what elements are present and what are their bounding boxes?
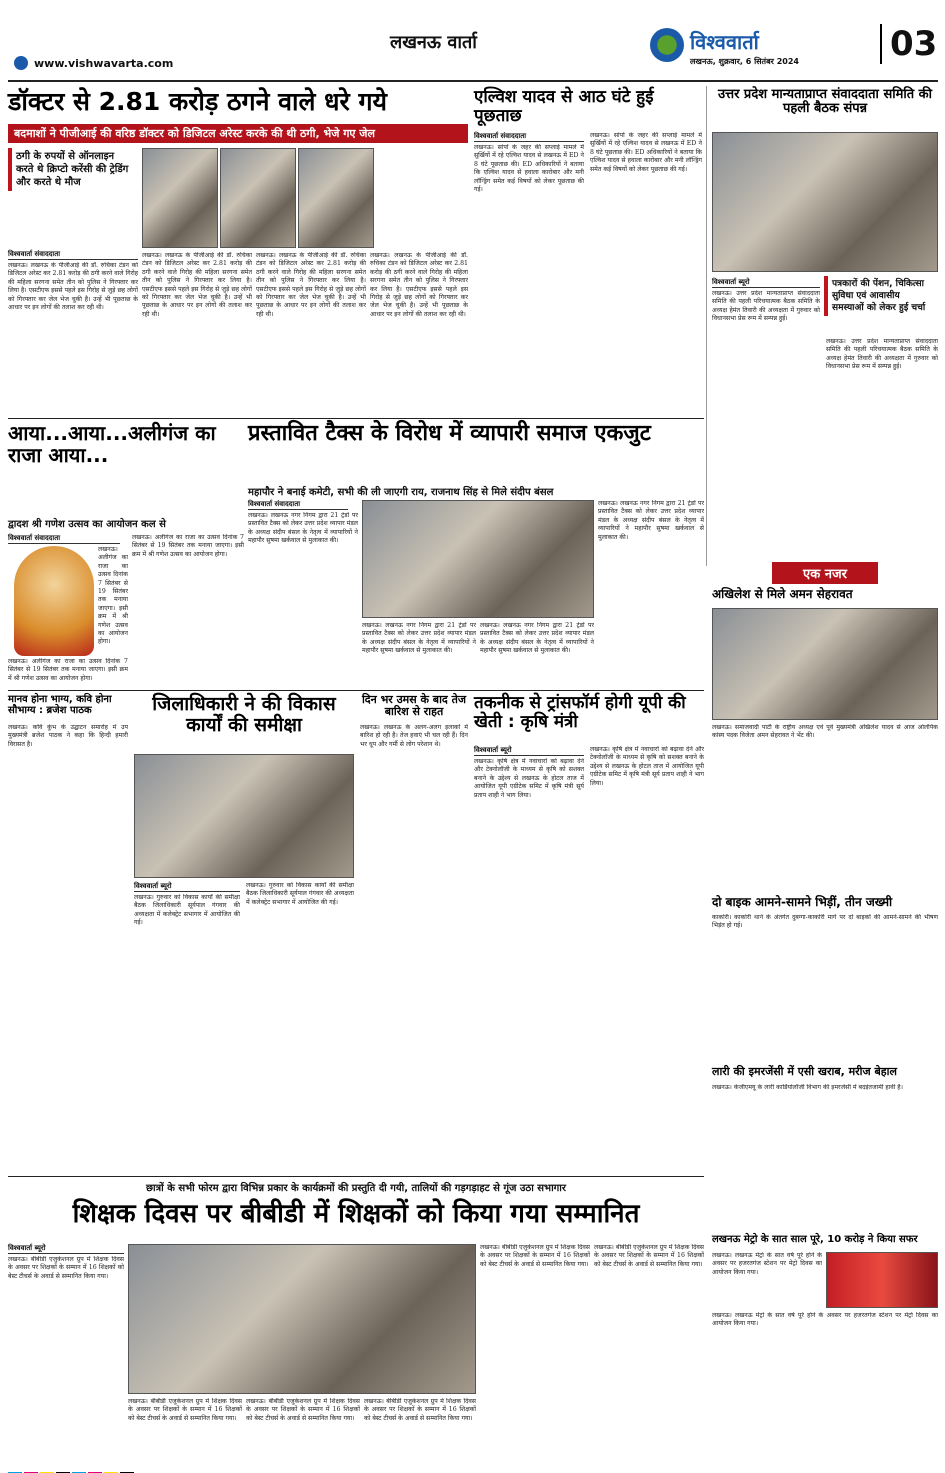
byline: विश्ववार्ता ब्यूरो xyxy=(8,1244,124,1256)
story-ganesh-utsav xyxy=(8,422,244,688)
body-col-1: लखनऊ। लखनऊ के पीजीआई की डॉ. रुचिका टंडन को डिजिटल अरेस्ट कर 2.81 करोड़ की ठगी करने वाले गिरोह की महिला सरगना समेत तीन को पुलिस ने गिरफ्तार कर लिया है। एसटीएफ इससे पहले इस गिरोह से जुड़े छह लोगों को गिरफ्तार कर जेल भेज चुकी है। उन्हें भी पूछताछ के आधार पर इन लोगों की तलाश कर रही थी। xyxy=(8,262,138,312)
item4-body-col-2: लखनऊ। लखनऊ मेट्रो के सात वर्ष पूरे होने के अवसर पर हजरतगंज स्टेशन पर मेट्रो दिवस का आयोजन किया गया। xyxy=(712,1312,938,1328)
column-divider xyxy=(706,86,707,566)
headline: शिक्षक दिवस पर बीबीडी में शिक्षकों को किया गया सम्मानित xyxy=(72,1199,640,1229)
body-col-1: लखनऊ। सांपों के जहर की सप्लाई मामले में सुर्खियों में रहे एल्विश यादव से लखनऊ में ED ने 8 घंटे पूछताछ की। ED अधिकारियों ने बताया कि एल्विश यादव से हवाला कारोबार और मनी लॉन्ड्रिंग समेत कई विषयों को लेकर पूछताछ की गई। xyxy=(474,144,584,194)
body: लखनऊ। कवि कुंभ के उद्घाटन समारोह में उप मुख्यमंत्री ब्रजेश पाठक ने कहा कि हिन्दी हमारी विरासत है। xyxy=(8,724,128,748)
byline: विश्ववार्ता संवाददाता xyxy=(8,250,138,262)
section-divider xyxy=(8,418,704,419)
headline: प्रस्तावित टैक्स के विरोध में व्यापारी समाज एकजुट xyxy=(248,421,651,446)
body-col-3: लखनऊ। लखनऊ नगर निगम द्वारा 21 ट्रेडों पर प्रस्तावित टैक्स को लेकर उत्तर प्रदेश व्यापार मंडल के अध्यक्ष संदीप बंसल के नेतृत्व में व्यापारियों ने महापौर सुषमा खर्कवाल से मुलाकात की। xyxy=(480,622,594,655)
body-col-2: लखनऊ। गुरुवार को विकास कार्यों की समीक्षा बैठक जिलाधिकारी सूर्यपाल गंगवार की अध्यक्षता में कलेक्ट्रेट सभागार में आयोजित की गई। xyxy=(246,882,354,906)
globe-icon xyxy=(14,56,28,70)
section-divider xyxy=(8,690,704,691)
story-rain xyxy=(360,694,468,1170)
body-col-2: लखनऊ। कृषि क्षेत्र में नवाचारों को बढ़ावा देने और टेक्नोलॉजी के माध्यम से कृषि को सशक्त बनाने के उद्देश्य से लखनऊ के होटल ताज में आयोजित यूपी एग्रीटेक समिट में कृषि मंत्री सूर्य प्रताप शाही ने भाग लिया। xyxy=(590,746,704,787)
headline: आया...आया...अलीगंज का राजा आया... xyxy=(8,421,216,467)
story-agritech xyxy=(474,694,704,1170)
metro-train-photo xyxy=(826,1252,938,1308)
story-trader-tax xyxy=(248,422,704,688)
byline: विश्ववार्ता ब्यूरो xyxy=(474,746,584,758)
subhead: द्वादश श्री गणेश उत्सव का आयोजन कल से xyxy=(8,519,166,530)
dm-meeting-photo xyxy=(134,754,354,878)
body-col-4: लखनऊ। लखनऊ नगर निगम द्वारा 21 ट्रेडों पर प्रस्तावित टैक्स को लेकर उत्तर प्रदेश व्यापार मंडल के अध्यक्ष संदीप बंसल के नेतृत्व में व्यापारियों ने महापौर सुषमा खर्कवाल से मुलाकात की। xyxy=(598,500,704,541)
body-col-3: लखनऊ। बीबीडी एजुकेशनल ग्रुप में शिक्षक दिवस के अवसर पर शिक्षकों के सम्मान में 16 शिक्षकों को बेस्ट टीचर्स के अवार्ड से सम्मानित किया गया। xyxy=(246,1398,360,1422)
item1-body: लखनऊ। समाजवादी पार्टी के राष्ट्रीय अध्यक्ष एवं पूर्व मुख्यमंत्री अखिलेश यादव से आज ओलंपिक कांस्य पदक विजेता अमन सेहरावत ने भेंट की। xyxy=(712,724,938,740)
story-elvish xyxy=(474,88,702,418)
story-teachers-day xyxy=(8,1180,704,1464)
dateline: लखनऊ, शुक्रवार, 6 सितंबर 2024 xyxy=(690,57,799,66)
brand-logo-icon xyxy=(650,28,684,62)
page-number: 03 xyxy=(880,24,937,64)
body-col-1: लखनऊ। उत्तर प्रदेश मान्यताप्राप्त संवाददाता समिति की पहली परिचयात्मक बैठक समिति के अध्यक्ष हेमंत तिवारी की अध्यक्षता में गुरुवार को विधानसभा प्रेस रूम में सम्पन्न हुई। xyxy=(712,290,820,323)
item1-headline: अखिलेश से मिले अमन सेहरावत xyxy=(712,587,853,601)
brand-name: विश्ववार्ता xyxy=(690,30,759,54)
body-col-5: लखनऊ। बीबीडी एजुकेशनल ग्रुप में शिक्षक दिवस के अवसर पर शिक्षकों के सम्मान में 16 शिक्षकों को बेस्ट टीचर्स के अवार्ड से सम्मानित किया गया। xyxy=(480,1244,590,1268)
body-col-2: लखनऊ। लखनऊ के पीजीआई की डॉ. रुचिका टंडन को डिजिटल अरेस्ट कर 2.81 करोड़ की ठगी करने वाले गिरोह की महिला सरगना समेत तीन को पुलिस ने गिरफ्तार कर लिया है। एसटीएफ इससे पहले इस गिरोह से जुड़े छह लोगों को गिरफ्तार कर जेल भेज चुकी है। उन्हें भी पूछताछ के आधार पर इन लोगों की तलाश कर रही थी। xyxy=(142,252,252,318)
headline: डॉक्टर से 2.81 करोड़ ठगने वाले धरे गये xyxy=(8,87,388,116)
item2-body: काकोरी। काकोरी थाने के अंतर्गत दुबग्गा-काकोरी मार्ग पर दो बाइकों की आमने-सामने की भीषण भिड़ंत हो गई। xyxy=(712,914,938,930)
teachers-stage-photo xyxy=(128,1244,476,1394)
byline: विश्ववार्ता संवाददाता xyxy=(474,132,584,144)
headline: जिलाधिकारी ने की विकास कार्यों की समीक्षा xyxy=(152,693,336,736)
section-name: लखनऊ वार्ता xyxy=(390,32,477,53)
sidebar-label: एक नजर xyxy=(772,562,878,584)
body-col-2: लखनऊ। अलीगंज का राजा का उत्सव दिनांक 7 सितंबर से 19 सितंबर तक मनाया जाएगा। इसी क्रम में श्री गणेश उत्सव का आयोजन होगा। xyxy=(132,534,244,558)
masthead-divider xyxy=(8,80,938,82)
masthead xyxy=(0,0,945,86)
accused-photo-1 xyxy=(142,148,218,248)
headline: दिन भर उमस के बाद तेज बारिश से राहत xyxy=(361,693,467,719)
item3-headline: लारी की इमरजेंसी में एसी खराब, मरीज बेहाल xyxy=(712,1065,897,1078)
akhilesh-aman-photo xyxy=(712,608,938,720)
website-link[interactable]: www.vishwavarta.com xyxy=(34,57,174,70)
body-col-1: लखनऊ। बीबीडी एजुकेशनल ग्रुप में शिक्षक दिवस के अवसर पर शिक्षकों के सम्मान में 16 शिक्षकों को बेस्ट टीचर्स के अवार्ड से सम्मानित किया गया। xyxy=(8,1256,124,1280)
byline: विश्ववार्ता संवाददाता xyxy=(8,534,120,546)
body-col-4: लखनऊ। लखनऊ के पीजीआई की डॉ. रुचिका टंडन को डिजिटल अरेस्ट कर 2.81 करोड़ की ठगी करने वाले गिरोह की महिला सरगना समेत तीन को पुलिस ने गिरफ्तार कर लिया है। एसटीएफ इससे पहले इस गिरोह से जुड़े छह लोगों को गिरफ्तार कर जेल भेज चुकी है। उन्हें भी पूछताछ के आधार पर इन लोगों की तलाश कर रही थी। xyxy=(370,252,468,318)
body-col-1: लखनऊ। लखनऊ नगर निगम द्वारा 21 ट्रेडों पर प्रस्तावित टैक्स को लेकर उत्तर प्रदेश व्यापार मंडल के अध्यक्ष संदीप बंसल के नेतृत्व में व्यापारियों ने महापौर सुषमा खर्कवाल से मुलाकात की। xyxy=(248,512,358,545)
meeting-photo xyxy=(712,132,938,272)
headline: तकनीक से ट्रांसफॉर्म होगी यूपी की खेती : कृषि मंत्री xyxy=(474,693,686,732)
story-doctor-fraud xyxy=(8,88,468,418)
section-divider xyxy=(8,1176,704,1177)
sidebar-ek-nazar xyxy=(712,562,938,1462)
body-col-1: लखनऊ। अलीगंज का राजा का उत्सव दिनांक 7 सितंबर से 19 सितंबर तक मनाया जाएगा। इसी क्रम में श्री गणेश उत्सव का आयोजन होगा। xyxy=(98,546,128,646)
body-col-2: लखनऊ। उत्तर प्रदेश मान्यताप्राप्त संवाददाता समिति की पहली परिचयात्मक बैठक समिति के अध्यक्ष हेमंत तिवारी की अध्यक्षता में गुरुवार को विधानसभा प्रेस रूम में सम्पन्न हुई। xyxy=(826,338,938,371)
kicker: छात्रों के सभी फोरम द्वारा विभिन्न प्रकार के कार्यक्रमों की प्रस्तुति दी गयी, तालियों की गड़गड़ाहट से गूंज उठा सभागार xyxy=(146,1183,566,1194)
body-col-1: लखनऊ। गुरुवार को विकास कार्यों की समीक्षा बैठक जिलाधिकारी सूर्यपाल गंगवार की अध्यक्षता में कलेक्ट्रेट सभागार में आयोजित की गई। xyxy=(134,894,240,927)
byline: विश्ववार्ता ब्यूरो xyxy=(712,278,820,290)
callout-box: ठगी के रुपयों से ऑनलाइन करते थे क्रिप्टो करेंसी की ट्रेडिंग और करते थे मौज xyxy=(8,148,138,191)
story-press-committee xyxy=(712,88,938,558)
callout-box: पत्रकारों की पेंशन, चिकित्सा सुविधा एवं आवासीय समस्याओं को लेकर हुई चर्चा xyxy=(824,276,938,316)
headline: एल्विश यादव से आठ घंटे हुई पूछताछ xyxy=(474,87,654,126)
body-col-2: लखनऊ। बीबीडी एजुकेशनल ग्रुप में शिक्षक दिवस के अवसर पर शिक्षकों के सम्मान में 16 शिक्षकों को बेस्ट टीचर्स के अवार्ड से सम्मानित किया गया। xyxy=(128,1398,242,1422)
body-col-1: लखनऊ। कृषि क्षेत्र में नवाचारों को बढ़ावा देने और टेक्नोलॉजी के माध्यम से कृषि को सशक्त बनाने के उद्देश्य से लखनऊ के होटल ताज में आयोजित यूपी एग्रीटेक समिट में कृषि मंत्री सूर्य प्रताप शाही ने भाग लिया। xyxy=(474,758,584,799)
body: लखनऊ। लखनऊ के अलग-अलग इलाकों में बारिश हो रही है। तेज हवाएं भी चल रही हैं। दिन भर धूप और गर्मी से लोग परेशान थे। xyxy=(360,724,468,748)
print-color-bar xyxy=(8,1463,608,1471)
item2-headline: दो बाइक आमने-सामने भिड़ीं, तीन जख्मी xyxy=(712,895,893,909)
body-col-3: लखनऊ। अलीगंज का राजा का उत्सव दिनांक 7 सितंबर से 19 सितंबर तक मनाया जाएगा। इसी क्रम में श्री गणेश उत्सव का आयोजन होगा। xyxy=(8,658,128,682)
item4-body-col-1: लखनऊ। लखनऊ मेट्रो के सात वर्ष पूरे होने के अवसर पर हजरतगंज स्टेशन पर मेट्रो दिवस का आयोजन किया गया। xyxy=(712,1252,822,1276)
accused-photo-3 xyxy=(298,148,374,248)
accused-photo-2 xyxy=(220,148,296,248)
item3-body: लखनऊ। केजीएमयू के लारी कार्डियोलॉजी विभाग की इमरजेंसी में बदइंतजामी हावी है। xyxy=(712,1084,903,1091)
body-col-6: लखनऊ। बीबीडी एजुकेशनल ग्रुप में शिक्षक दिवस के अवसर पर शिक्षकों के सम्मान में 16 शिक्षकों को बेस्ट टीचर्स के अवार्ड से सम्मानित किया गया। xyxy=(594,1244,704,1268)
story-kavi-kumbh xyxy=(8,694,128,1170)
item4-headline: लखनऊ मेट्रो के सात साल पूरे, 10 करोड़ ने किया सफर xyxy=(712,1234,918,1245)
ganesh-idol-image xyxy=(14,546,94,656)
headline: उत्तर प्रदेश मान्यताप्राप्त संवाददाता समिति की पहली बैठक संपन्न xyxy=(717,87,933,117)
traders-meeting-photo xyxy=(362,500,594,618)
byline: विश्ववार्ता संवाददाता xyxy=(248,500,348,512)
body-col-3: लखनऊ। लखनऊ के पीजीआई की डॉ. रुचिका टंडन को डिजिटल अरेस्ट कर 2.81 करोड़ की ठगी करने वाले गिरोह की महिला सरगना समेत तीन को पुलिस ने गिरफ्तार कर लिया है। एसटीएफ इससे पहले इस गिरोह से जुड़े छह लोगों को गिरफ्तार कर जेल भेज चुकी है। उन्हें भी पूछताछ के आधार पर इन लोगों की तलाश कर रही थी। xyxy=(256,252,366,318)
story-dm-review xyxy=(134,694,354,1170)
body-col-2: लखनऊ। सांपों के जहर की सप्लाई मामले में सुर्खियों में रहे एल्विश यादव से लखनऊ में ED ने 8 घंटे पूछताछ की। ED अधिकारियों ने बताया कि एल्विश यादव से हवाला कारोबार और मनी लॉन्ड्रिंग समेत कई विषयों को लेकर पूछताछ की गई। xyxy=(590,132,702,173)
body-col-2: लखनऊ। लखनऊ नगर निगम द्वारा 21 ट्रेडों पर प्रस्तावित टैक्स को लेकर उत्तर प्रदेश व्यापार मंडल के अध्यक्ष संदीप बंसल के नेतृत्व में व्यापारियों ने महापौर सुषमा खर्कवाल से मुलाकात की। xyxy=(362,622,476,655)
body-col-4: लखनऊ। बीबीडी एजुकेशनल ग्रुप में शिक्षक दिवस के अवसर पर शिक्षकों के सम्मान में 16 शिक्षकों को बेस्ट टीचर्स के अवार्ड से सम्मानित किया गया। xyxy=(364,1398,476,1422)
byline: विश्ववार्ता ब्यूरो xyxy=(134,882,240,894)
subhead: बदमाशों ने पीजीआई की वरिष्ठ डॉक्टर को डिजिटल अरेस्ट करके की थी ठगी, भेजे गए जेल xyxy=(8,124,468,143)
subhead: महापौर ने बनाई कमेटी, सभी की ली जाएगी राय, राजनाथ सिंह से मिले संदीप बंसल xyxy=(248,487,554,498)
headline: मानव होना भाग्य, कवि होना सौभाग्य : ब्रजेश पाठक xyxy=(8,694,112,716)
